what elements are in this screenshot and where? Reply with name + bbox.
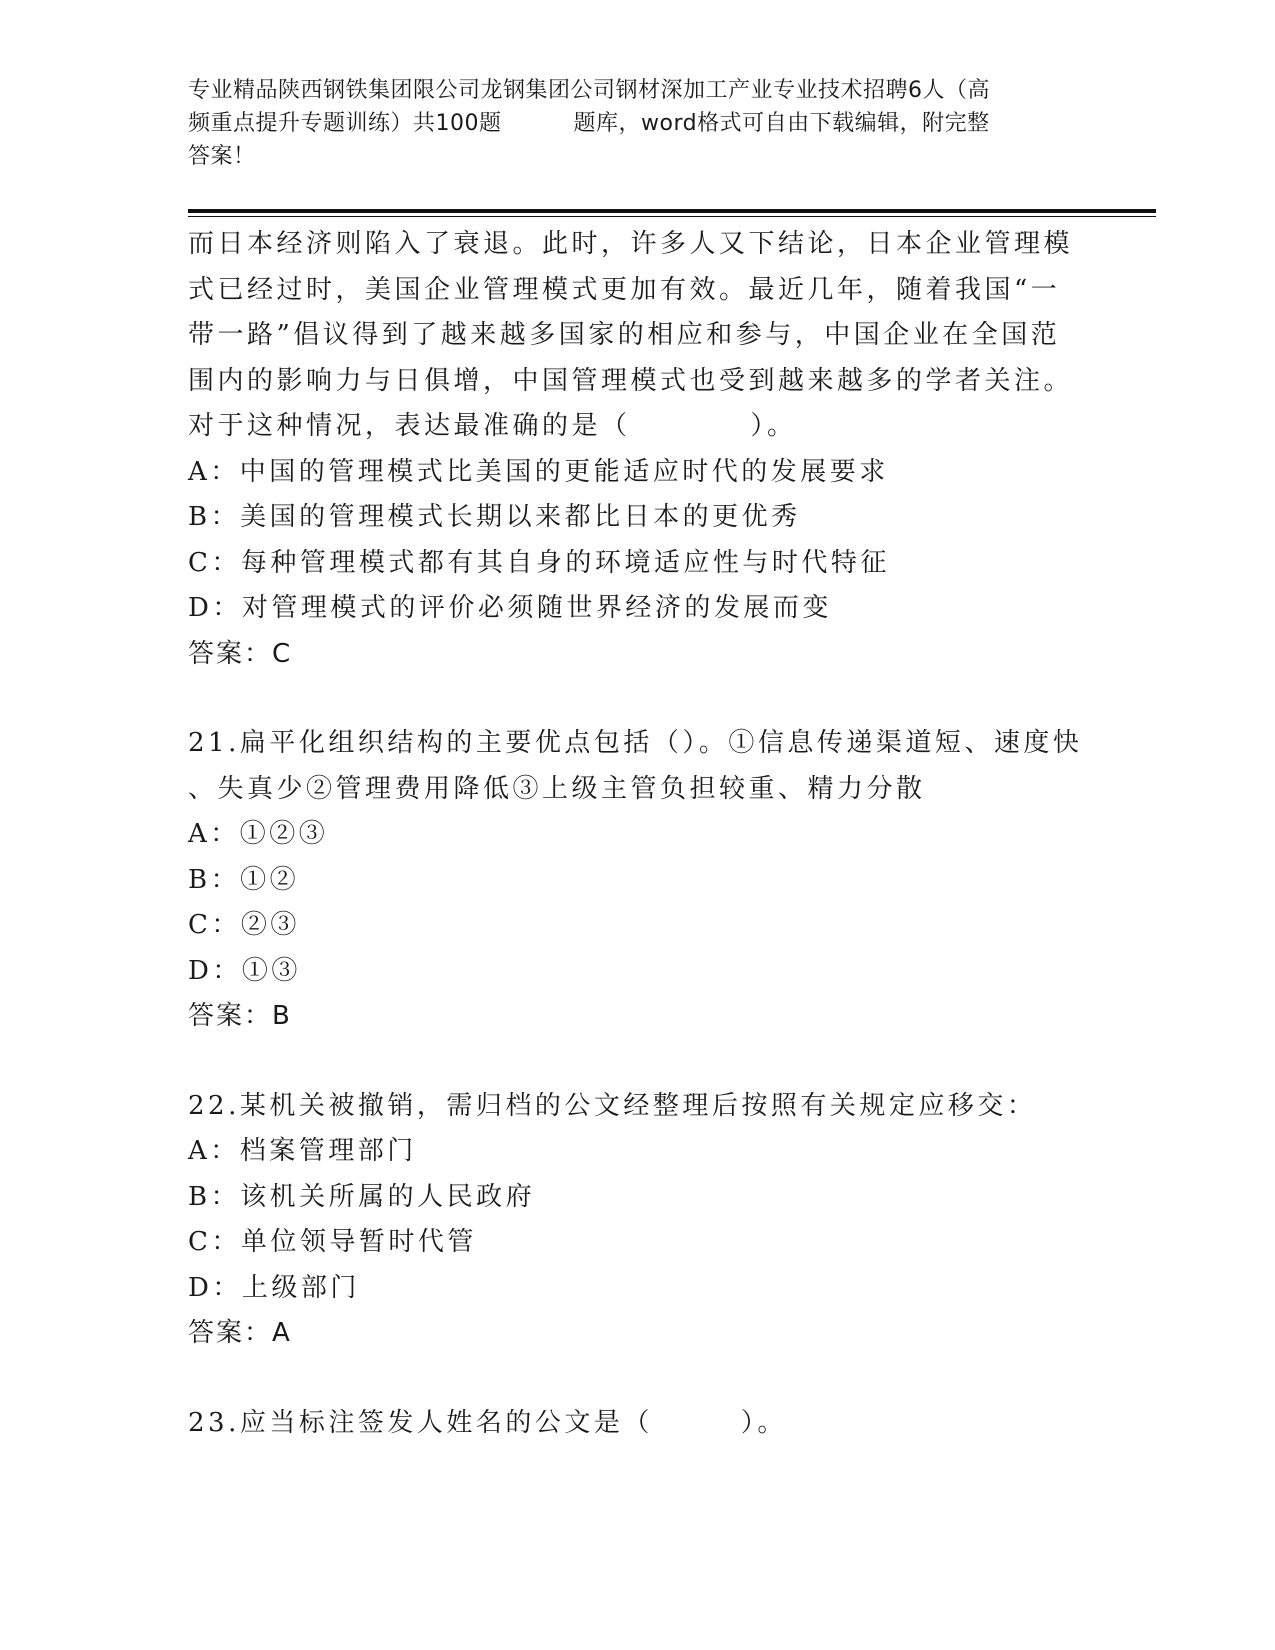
header-line-3: 答案！ <box>188 144 256 169</box>
option-b: B：美国的管理模式长期以来都比日本的更优秀 <box>188 502 801 532</box>
question-21 <box>188 721 1088 1040</box>
header-divider-thick <box>188 209 1156 213</box>
option-a: A：档案管理部门 <box>188 1136 417 1166</box>
option-d: D：对管理模式的评价必须随世界经济的发展而变 <box>188 593 832 623</box>
option-d: D：上级部门 <box>188 1272 360 1303</box>
question-text-line: 21.扁平化组织结构的主要优点包括（）。①信息传递渠道短、速度快 <box>188 728 1083 758</box>
question-stem: 23.应当标注签发人姓名的公文是（ <box>188 1407 653 1438</box>
question-text-line: 围内的影响力与日俱增，中国管理模式也受到越来越多的学者关注。 <box>188 365 1074 396</box>
option-d: D：①③ <box>188 955 301 986</box>
answer-line: 答案：A <box>188 1318 292 1348</box>
answer-line: 答案：B <box>188 1001 292 1031</box>
question-23 <box>188 1401 1088 1447</box>
header-line-2-part-2: 题库，word格式可自由下载编辑，附完整 <box>573 111 990 136</box>
answer-line: 答案：C <box>188 638 293 669</box>
question-text-line: 式已经过时，美国企业管理模式更加有效。最近几年，随着我国“一 <box>188 274 1061 305</box>
question-text-line <box>188 404 1088 450</box>
option-c: C：②③ <box>188 910 300 940</box>
header-divider-thin <box>188 216 1156 217</box>
option-c: C：每种管理模式都有其自身的环境适应性与时代特征 <box>188 547 890 578</box>
question-body <box>188 222 1088 1446</box>
header-line-2 <box>188 107 1088 140</box>
question-text-line: 22.某机关被撤销，需归档的公文经整理后按照有关规定应移交： <box>188 1090 1037 1121</box>
question-22 <box>188 1084 1088 1357</box>
header-line-1: 专业精品陕西钢铁集团限公司龙钢集团公司钢材深加工产业专业技术招聘6人（高 <box>188 78 990 103</box>
question-text-line <box>188 1401 1088 1447</box>
continued-question <box>188 222 1088 677</box>
option-a: A：①②③ <box>188 819 329 849</box>
option-b: B：该机关所属的人民政府 <box>188 1181 536 1212</box>
question-stem: 对于这种情况，表达最准确的是（ <box>188 411 631 441</box>
question-stem-end: ）。 <box>740 1407 787 1438</box>
option-a: A：中国的管理模式比美国的更能适应时代的发展要求 <box>188 456 889 487</box>
document-header <box>188 74 1088 173</box>
question-text-line: 、失真少②管理费用降低③上级主管负担较重、精力分散 <box>188 773 926 804</box>
question-stem-end: ）。 <box>750 411 797 441</box>
question-text-line: 带一路”倡议得到了越来越多国家的相应和参与，中国企业在全国范 <box>188 320 1061 350</box>
option-b: B：①② <box>188 864 300 895</box>
question-text-line: 而日本经济则陷入了衰退。此时，许多人又下结论，日本企业管理模 <box>188 229 1074 259</box>
option-c: C：单位领导暂时代管 <box>188 1227 477 1257</box>
header-line-2-part-1: 频重点提升专题训练）共100题 <box>188 111 502 136</box>
